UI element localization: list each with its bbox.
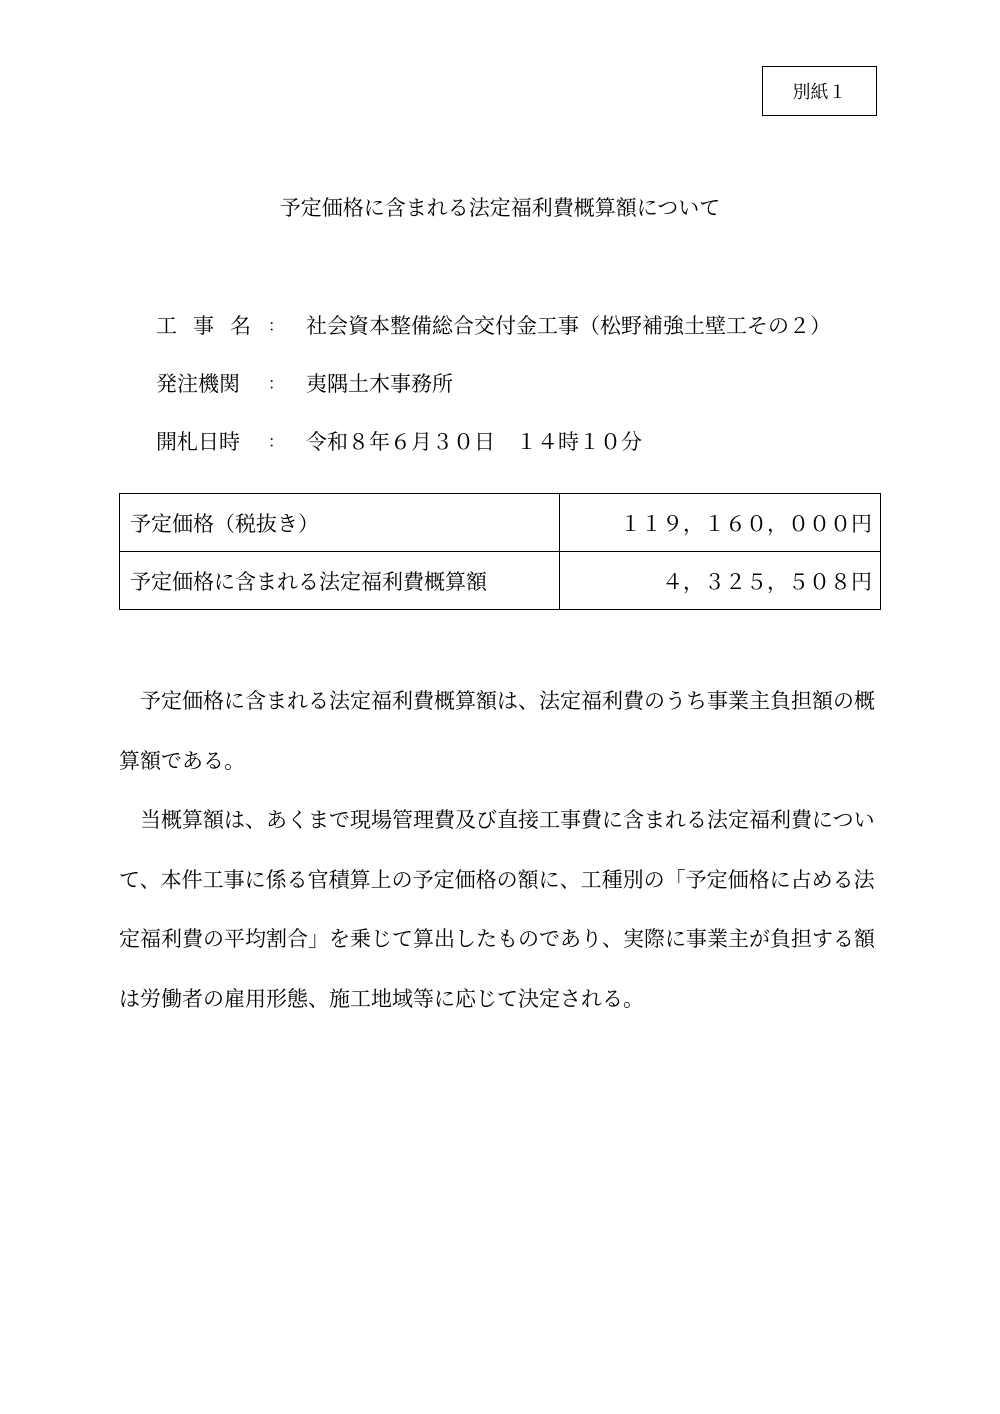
project-label-char: 事 <box>193 314 214 338</box>
project-label <box>156 310 251 342</box>
body-text <box>119 672 885 1029</box>
document-title: 予定価格に含まれる法定福利費概算額について <box>279 196 721 220</box>
paragraph: 当概算額は、あくまで現場管理費及び直接工事費に含まれる法定福利費について、本件工事に係る官積算上の予定価格の額に、工種別の「予定価格に占める法定福利費の平均割合」を乗じて算出したものであり、実際に事業主が負担する額は労働者の雇用形態、施工地域等に応じて決定される。 <box>119 808 875 1011</box>
table-row-label: 予定価格に含まれる法定福利費概算額 <box>120 552 560 610</box>
ordering-agency-label: 発注機関 <box>156 372 240 396</box>
project-label-char: 工 <box>156 314 177 338</box>
info-colon: ： <box>268 432 285 451</box>
attachment-label: 別紙１ <box>762 66 877 116</box>
info-colon: ： <box>268 316 285 335</box>
opening-datetime-value: 令和８年６月３０日 １４時１０分 <box>306 430 642 454</box>
table-row-amount: ４，３２５，５０８円 <box>560 552 881 610</box>
price-table <box>119 493 881 610</box>
opening-datetime-label: 開札日時 <box>156 430 240 454</box>
paragraph: 予定価格に含まれる法定福利費概算額は、法定福利費のうち事業主負担額の概算額である。 <box>119 689 875 773</box>
ordering-agency-name: 夷隅土木事務所 <box>306 372 453 396</box>
project-name: 社会資本整備総合交付金工事（松野補強土壁工その２） <box>306 314 831 338</box>
table-row <box>120 552 881 610</box>
table-row-label: 予定価格（税抜き） <box>120 494 560 552</box>
table-row <box>120 494 881 552</box>
project-label-char: 名 <box>230 314 251 338</box>
table-row-amount: １１９，１６０，０００円 <box>560 494 881 552</box>
info-colon: ： <box>268 374 285 393</box>
